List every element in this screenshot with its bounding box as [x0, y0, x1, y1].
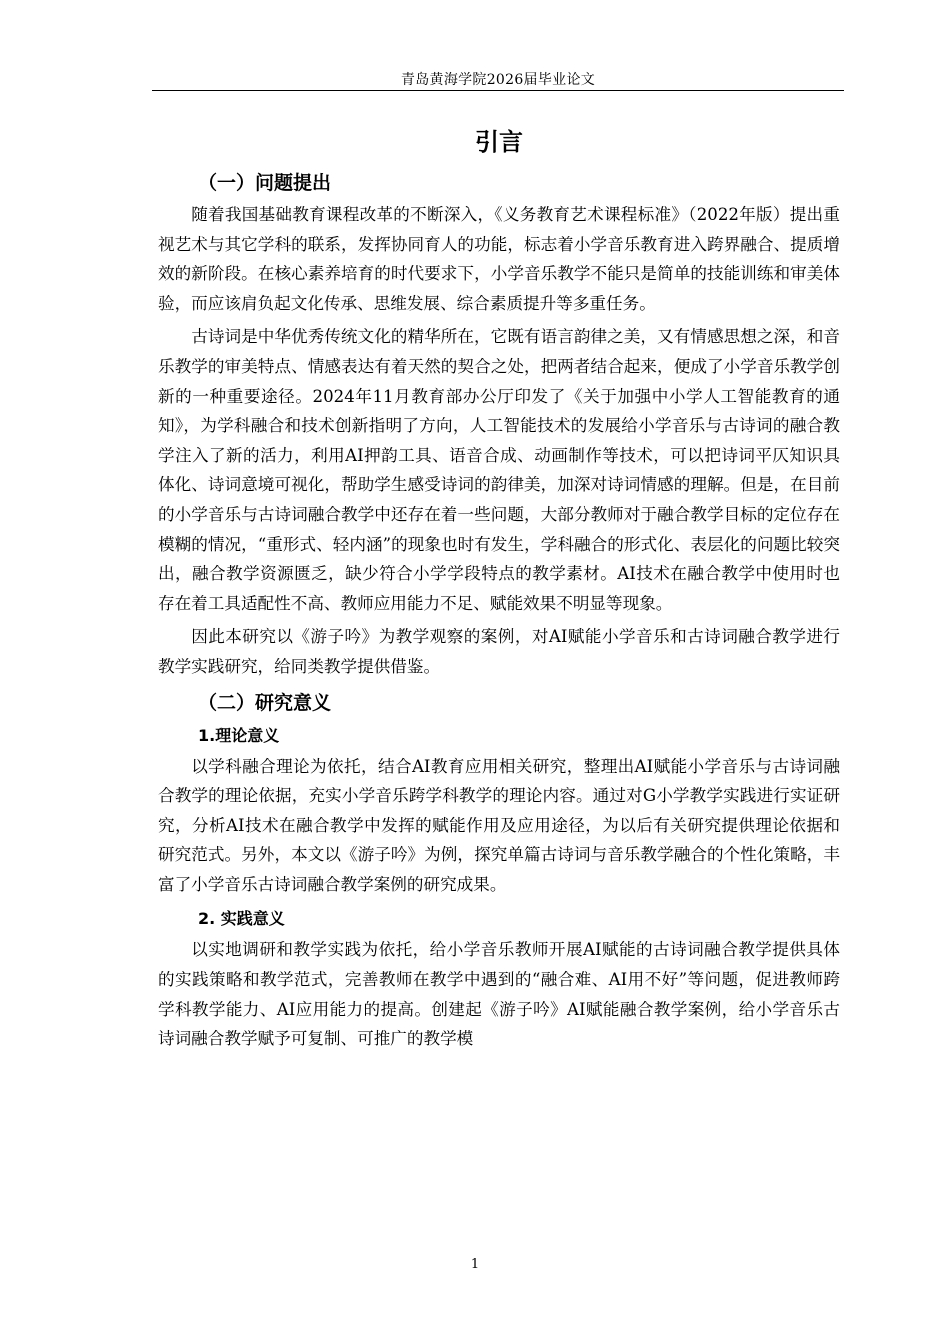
section-heading-significance: （二）研究意义: [198, 691, 332, 714]
page-number: 1: [470, 1257, 480, 1272]
paragraph: 以学科融合理论为依托，结合AI教育应用相关研究，整理出AI赋能小学音乐与古诗词融合教学的理论依据，充实小学音乐跨学科教学的理论内容。通过对G小学教学实践进行实证研究，分析AI技术在融合教学中发挥的赋能作用及应用途径，为以后有关研究提供理论依据和研究范式。另外，本文以《游子吟》为例，探究单篇古诗词与音乐教学融合的个性化策略，丰富了小学音乐古诗词融合教学案例的研究成果。: [158, 756, 840, 894]
subsection-heading-practice: 2. 实践意义: [198, 909, 285, 929]
document-title: 引言: [475, 128, 523, 156]
paragraph: 因此本研究以《游子吟》为教学观察的案例，对AI赋能小学音乐和古诗词融合教学进行教学实践研究，给同类教学提供借鉴。: [158, 627, 840, 676]
subsection-heading-theory: 1.理论意义: [198, 725, 280, 745]
page-header: 青岛黄海学院2026届毕业论文: [400, 72, 596, 88]
paragraph: 古诗词是中华优秀传统文化的精华所在，它既有语言韵律之美，又有情感思想之深，和音乐教学的审美特点、情感表达有着天然的契合之处，把两者结合起来，便成了小学音乐教学创新的一种重要途径。2024年11月教育部办公厅印发了《关于加强中小学人工智能教育的通知》，为学科融合和技术创新指明了方向，人工智能技术的发展给小学音乐与古诗词的融合教学注入了新的活力，利用AI押韵工具、语音合成、动画制作等技术，可以把诗词平仄知识具体化、诗词意境可视化，帮助学生感受诗词的韵律美，加深对诗词情感的理解。但是，在目前的小学音乐与古诗词融合教学中还存在着一些问题，大部分教师对于融合教学目标的定位存在模糊的情况，“重形式、轻内涵”的现象也时有发生，学科融合的形式化、表层化的问题比较突出，融合教学资源匮乏，缺少符合小学学段特点的教学素材。AI技术在融合教学中使用时也存在着工具适配性不高、教师应用能力不足、赋能效果不明显等现象。: [158, 327, 840, 613]
paragraph: 以实地调研和教学实践为依托，给小学音乐教师开展AI赋能的古诗词融合教学提供具体的实践策略和教学范式，完善教师在教学中遇到的“融合难、AI用不好”等问题，促进教师跨学科教学能力、AI应用能力的提高。创建起《游子吟》AI赋能融合教学案例，给小学音乐古诗词融合教学赋予可复制、可推广的教学模: [158, 940, 840, 1049]
section-heading-problem: （一）问题提出: [198, 172, 332, 194]
paragraph: 随着我国基础教育课程改革的不断深入，《义务教育艺术课程标准》（2022年版）提出重视艺术与其它学科的联系，发挥协同育人的功能，标志着小学音乐教育进入跨界融合、提质增效的新阶段。在核心素养培育的时代要求下，小学音乐教学不能只是简单的技能训练和审美体验，而应该肩负起文化传承、思维发展、综合素质提升等多重任务。: [158, 205, 840, 313]
header-rule: [152, 90, 844, 91]
document-body: [158, 120, 840, 1058]
